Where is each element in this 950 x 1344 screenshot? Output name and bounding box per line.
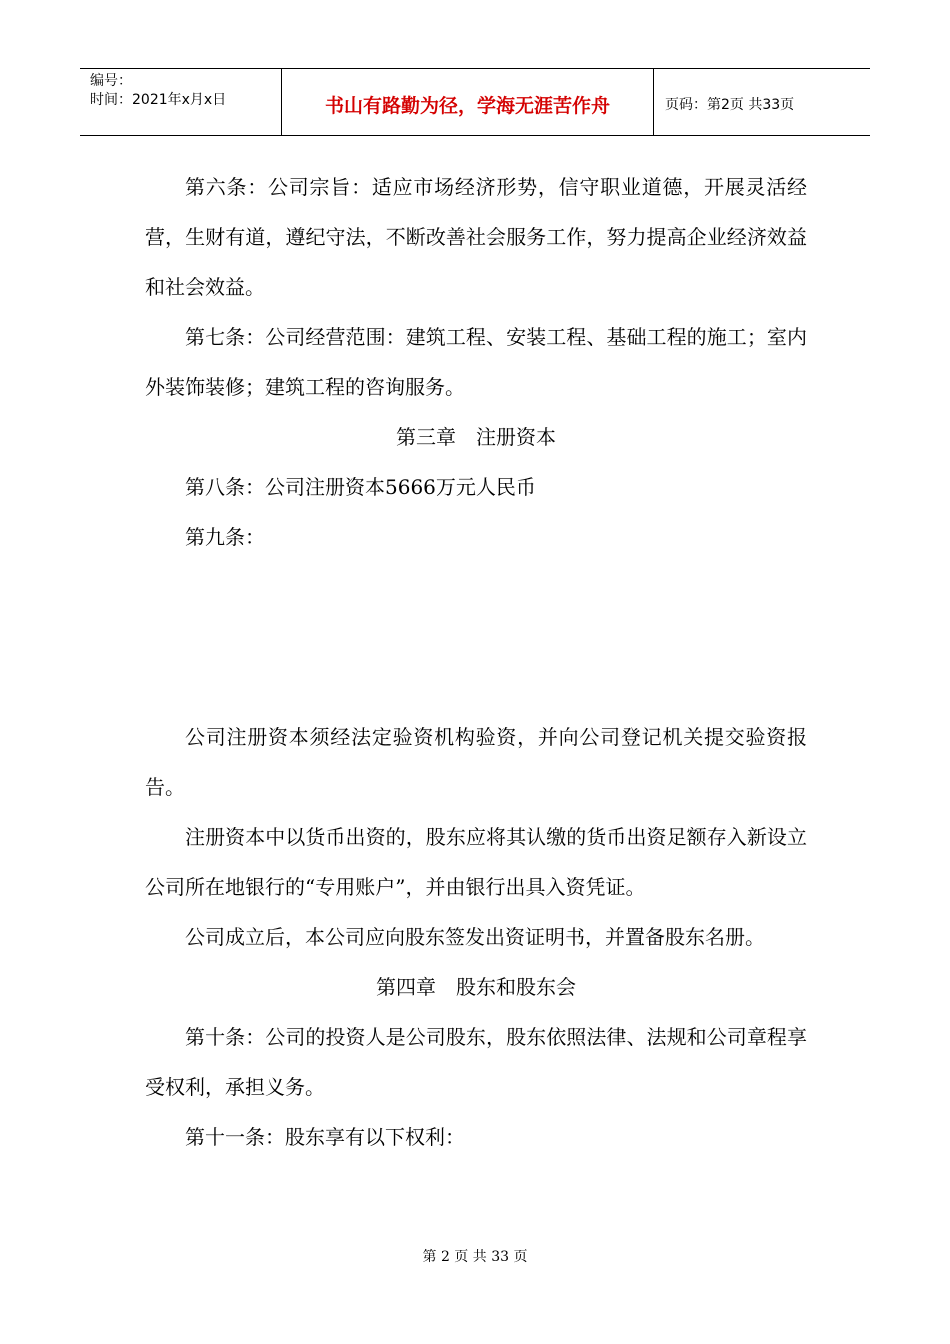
- article-11: 第十一条：股东享有以下权利：: [185, 1125, 465, 1149]
- header-slogan: 书山有路勤为径，学海无涯苦作舟: [282, 69, 654, 135]
- chapter-4-title: 第四章 股东和股东会: [376, 975, 576, 999]
- header-meta: [80, 69, 282, 135]
- paragraph-cash-deposit: 注册资本中以货币出资的，股东应将其认缴的货币出资足额存入新设立公司所在地银行的“专用账户”，并由银行出具入资凭证。: [145, 825, 807, 899]
- page-header: [80, 68, 870, 136]
- document-time: 时间：2021年x月x日: [90, 92, 227, 108]
- header-page-info: 页码：第2页 共33页: [665, 97, 795, 113]
- article-6: 第六条：公司宗旨：适应市场经济形势，信守职业道德，开展灵活经营，生财有道，遵纪守法，不断改善社会服务工作，努力提高企业经济效益和社会效益。: [145, 175, 807, 299]
- paragraph-shareholder-register: 公司成立后，本公司应向股东签发出资证明书，并置备股东名册。: [185, 925, 765, 949]
- article-9: 第九条：: [185, 525, 265, 549]
- document-number-label: 编号：: [90, 73, 132, 89]
- article-7: 第七条：公司经营范围：建筑工程、安装工程、基础工程的施工；室内外装饰装修；建筑工程的咨询服务。: [145, 325, 807, 399]
- chapter-3-title: 第三章 注册资本: [396, 425, 556, 449]
- article-8: 第八条：公司注册资本5666万元人民币: [185, 475, 536, 499]
- page-footer: 第 2 页 共 33 页: [422, 1249, 528, 1265]
- document-body: [145, 162, 807, 1162]
- paragraph-capital-verification: 公司注册资本须经法定验资机构验资，并向公司登记机关提交验资报告。: [145, 725, 807, 799]
- article-10: 第十条：公司的投资人是公司股东，股东依照法律、法规和公司章程享受权利，承担义务。: [145, 1025, 807, 1099]
- blank-space: [145, 562, 807, 712]
